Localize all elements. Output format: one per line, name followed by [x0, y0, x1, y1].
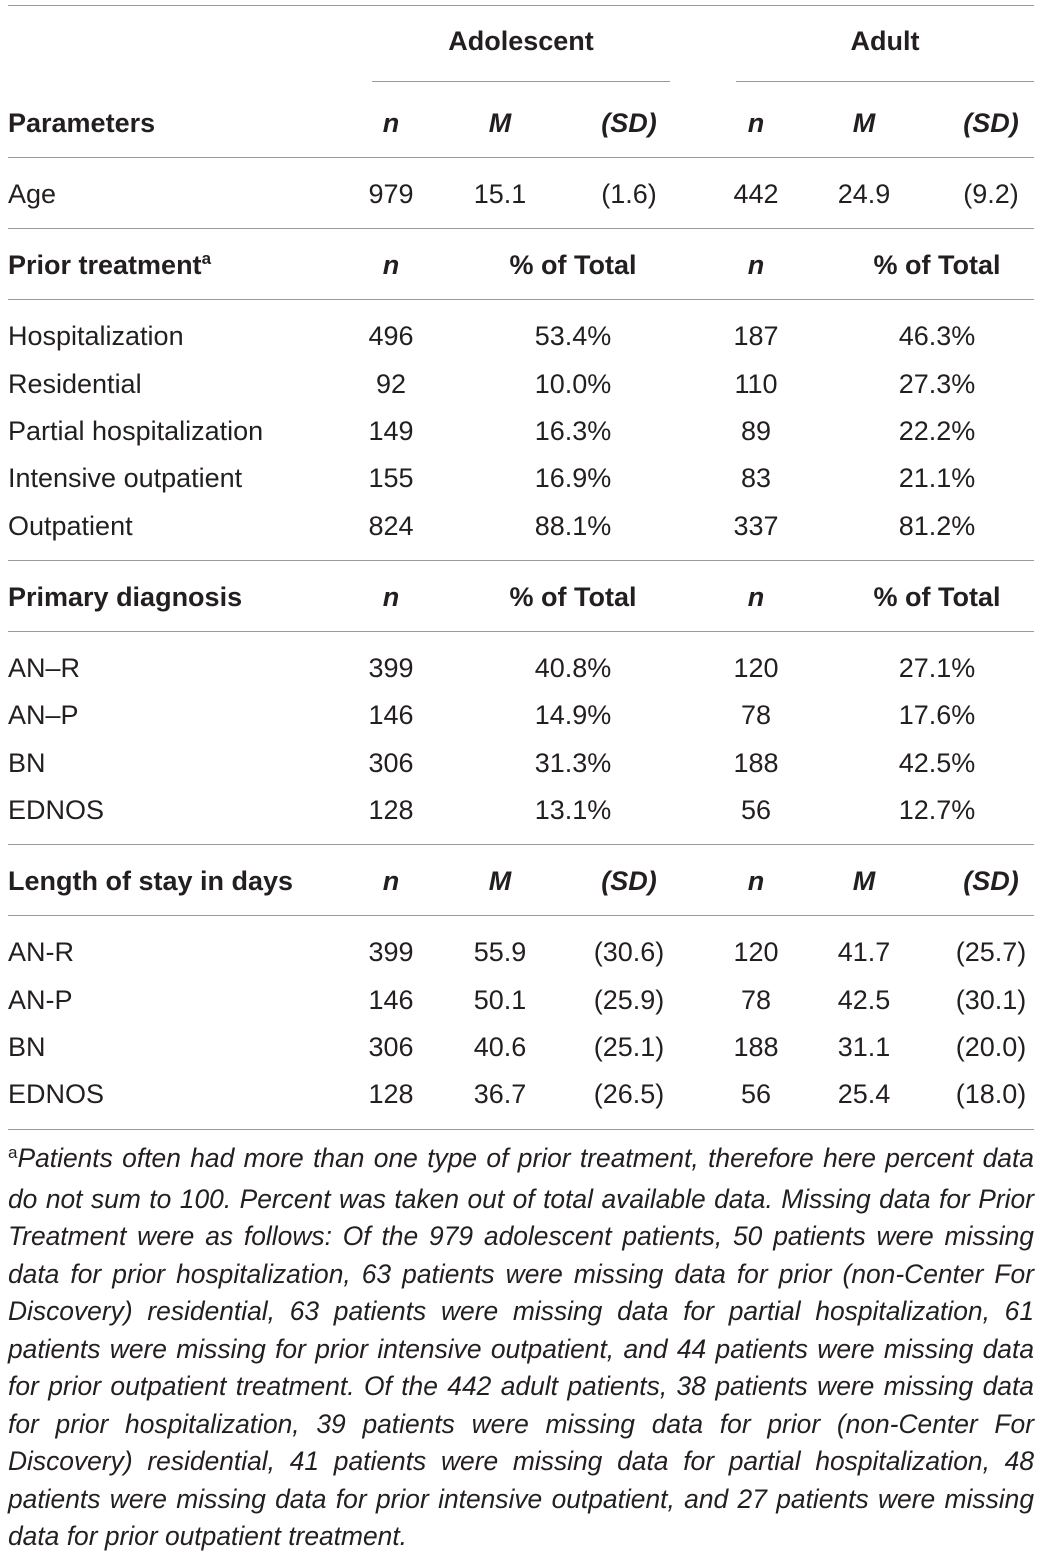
primary-diagnosis-title: Primary diagnosis [8, 582, 243, 612]
header-rule [8, 157, 1034, 158]
table-row [0, 411, 1042, 451]
adu-pct: 17.6% [898, 700, 976, 730]
footnote-marker: a [201, 249, 212, 268]
ado-n: 496 [368, 321, 414, 351]
adu-n: 120 [733, 653, 779, 683]
length-of-stay-title: Length of stay in days [8, 866, 294, 896]
ado-n: 128 [368, 1079, 414, 1109]
row-label: AN-P [8, 985, 73, 1015]
ado-n: 399 [368, 937, 414, 967]
adu-n: 120 [733, 937, 779, 967]
table-row [0, 695, 1042, 735]
stay-end-rule [8, 1129, 1034, 1130]
stay-header-rule [8, 915, 1034, 916]
prior-adu-n-header: n [747, 250, 765, 280]
adu-m: 31.1 [837, 1032, 891, 1062]
row-label: Intensive outpatient [8, 463, 243, 493]
adult-group-label: Adult [850, 26, 920, 56]
adu-pct: 27.1% [898, 653, 976, 683]
age-adu-m: 24.9 [837, 179, 891, 209]
ado-n: 146 [368, 700, 414, 730]
ado-pct: 31.3% [534, 748, 612, 778]
table-row [0, 1027, 1042, 1067]
ado-n-header: n [382, 108, 400, 138]
row-label: EDNOS [8, 1079, 105, 1109]
adu-n: 78 [740, 985, 772, 1015]
age-ado-sd: (1.6) [601, 179, 657, 209]
ado-pct: 14.9% [534, 700, 612, 730]
adu-n: 188 [733, 748, 779, 778]
ado-m-header: M [488, 108, 512, 138]
adu-sd: (20.0) [955, 1032, 1027, 1062]
ado-m: 55.9 [473, 937, 527, 967]
top-rule [8, 5, 1034, 6]
table-row [0, 458, 1042, 498]
ado-n: 92 [375, 369, 407, 399]
adu-n: 188 [733, 1032, 779, 1062]
table-row [0, 980, 1042, 1020]
adu-pct: 81.2% [898, 511, 976, 541]
group-header-row [0, 21, 1042, 61]
ado-sd: (25.1) [593, 1032, 665, 1062]
adu-m: 25.4 [837, 1079, 891, 1109]
prior-ado-pct-header: % of Total [509, 250, 637, 280]
age-ado-n: 979 [368, 179, 414, 209]
age-rule [8, 228, 1034, 229]
table-row [0, 1074, 1042, 1114]
table-footnote [8, 1140, 1034, 1556]
table-row [0, 364, 1042, 404]
table-row [0, 506, 1042, 546]
diag-header-rule [8, 631, 1034, 632]
prior-ado-n-header: n [382, 250, 400, 280]
ado-n: 306 [368, 1032, 414, 1062]
age-ado-m: 15.1 [473, 179, 527, 209]
stay-ado-n-header: n [382, 866, 400, 896]
ado-sd: (25.9) [593, 985, 665, 1015]
prior-treatment-header-row [0, 245, 1042, 285]
adu-m: 41.7 [837, 937, 891, 967]
adu-sd: (18.0) [955, 1079, 1027, 1109]
adu-n: 78 [740, 700, 772, 730]
row-label: EDNOS [8, 795, 105, 825]
adu-pct: 22.2% [898, 416, 976, 446]
primary-diagnosis-header-row [0, 577, 1042, 617]
stay-ado-sd-header: (SD) [601, 866, 657, 896]
ado-n: 306 [368, 748, 414, 778]
row-label: AN–R [8, 653, 81, 683]
adu-pct: 12.7% [898, 795, 976, 825]
ado-pct: 13.1% [534, 795, 612, 825]
footnote-marker: a [8, 1143, 18, 1162]
age-row [0, 174, 1042, 214]
adu-m: 42.5 [837, 985, 891, 1015]
table-row [0, 790, 1042, 830]
age-adu-n: 442 [733, 179, 779, 209]
adu-n: 56 [740, 1079, 772, 1109]
ado-n: 128 [368, 795, 414, 825]
row-label: AN-R [8, 937, 74, 967]
ado-m: 40.6 [473, 1032, 527, 1062]
ado-sd: (26.5) [593, 1079, 665, 1109]
diag-ado-n-header: n [382, 582, 400, 612]
footnote-text: Patients often had more than one type of prior treatment, therefore here percent data do not sum to 100. Percent was taken out of total available data. Missing data for Prior Treatment were as follows: Of the 979 adolescent patients, 50 patients were missing data for prior hospitalization, 63 patients were missing data for prior (non-Center For Discovery) residential, 63 patients were missing data for partial hospitalization, 61 patients were missing for prior intensive outpatient, and 44 patients were missing data for prior outpatient treatment. Of the 442 adult patients, 38 patients were missing data for prior hospitalization, 39 patients were missing data for prior (non-Center For Discovery) residential, 41 patients were missing data for partial hospitalization, 48 patients were missing data for prior intensive outpatient, and 27 patients were missing data for prior outpatient treatment. [8, 1143, 1034, 1551]
ado-sd-header: (SD) [601, 108, 657, 138]
ado-n: 824 [368, 511, 414, 541]
adu-sd-header: (SD) [963, 108, 1019, 138]
column-header-row [0, 103, 1042, 143]
diag-ado-pct-header: % of Total [509, 582, 637, 612]
row-label: Residential [8, 369, 142, 399]
adu-n-header: n [747, 108, 765, 138]
adu-n: 89 [740, 416, 772, 446]
prior-header-rule [8, 299, 1034, 300]
diag-end-rule [8, 844, 1034, 845]
adu-n: 83 [740, 463, 772, 493]
ado-pct: 40.8% [534, 653, 612, 683]
adu-n: 337 [733, 511, 779, 541]
age-adu-sd: (9.2) [963, 179, 1019, 209]
diag-adu-n-header: n [747, 582, 765, 612]
ado-pct: 88.1% [534, 511, 612, 541]
table-row [0, 743, 1042, 783]
adu-pct: 21.1% [898, 463, 976, 493]
ado-pct: 16.9% [534, 463, 612, 493]
row-label: Outpatient [8, 511, 133, 541]
age-label: Age [8, 179, 57, 209]
adu-sd: (25.7) [955, 937, 1027, 967]
adolescent-group-label: Adolescent [448, 26, 594, 56]
row-label: BN [8, 1032, 46, 1062]
adu-n: 187 [733, 321, 779, 351]
ado-pct: 10.0% [534, 369, 612, 399]
prior-end-rule [8, 560, 1034, 561]
stay-adu-m-header: M [852, 866, 876, 896]
row-label: AN–P [8, 700, 79, 730]
stay-adu-n-header: n [747, 866, 765, 896]
prior-treatment-title: Prior treatment$^a$ [8, 249, 212, 280]
diag-adu-pct-header: % of Total [873, 582, 1001, 612]
ado-n: 155 [368, 463, 414, 493]
ado-m: 36.7 [473, 1079, 527, 1109]
adu-n: 56 [740, 795, 772, 825]
length-of-stay-header-row [0, 861, 1042, 901]
adult-rule [736, 81, 1034, 82]
stay-adu-sd-header: (SD) [963, 866, 1019, 896]
adu-pct: 42.5% [898, 748, 976, 778]
adu-pct: 46.3% [898, 321, 976, 351]
adolescent-rule [372, 81, 670, 82]
adu-sd: (30.1) [955, 985, 1027, 1015]
ado-sd: (30.6) [593, 937, 665, 967]
adu-m-header: M [852, 108, 876, 138]
ado-m: 50.1 [473, 985, 527, 1015]
parameters-header: Parameters [8, 108, 156, 138]
ado-pct: 53.4% [534, 321, 612, 351]
row-label: BN [8, 748, 46, 778]
stay-ado-m-header: M [488, 866, 512, 896]
prior-adu-pct-header: % of Total [873, 250, 1001, 280]
row-label: Hospitalization [8, 321, 184, 351]
adu-pct: 27.3% [898, 369, 976, 399]
ado-n: 146 [368, 985, 414, 1015]
row-label: Partial hospitalization [8, 416, 264, 446]
table-row [0, 932, 1042, 972]
ado-n: 399 [368, 653, 414, 683]
ado-pct: 16.3% [534, 416, 612, 446]
adu-n: 110 [734, 369, 778, 399]
table-row [0, 316, 1042, 356]
table-row [0, 648, 1042, 688]
ado-n: 149 [368, 416, 414, 446]
